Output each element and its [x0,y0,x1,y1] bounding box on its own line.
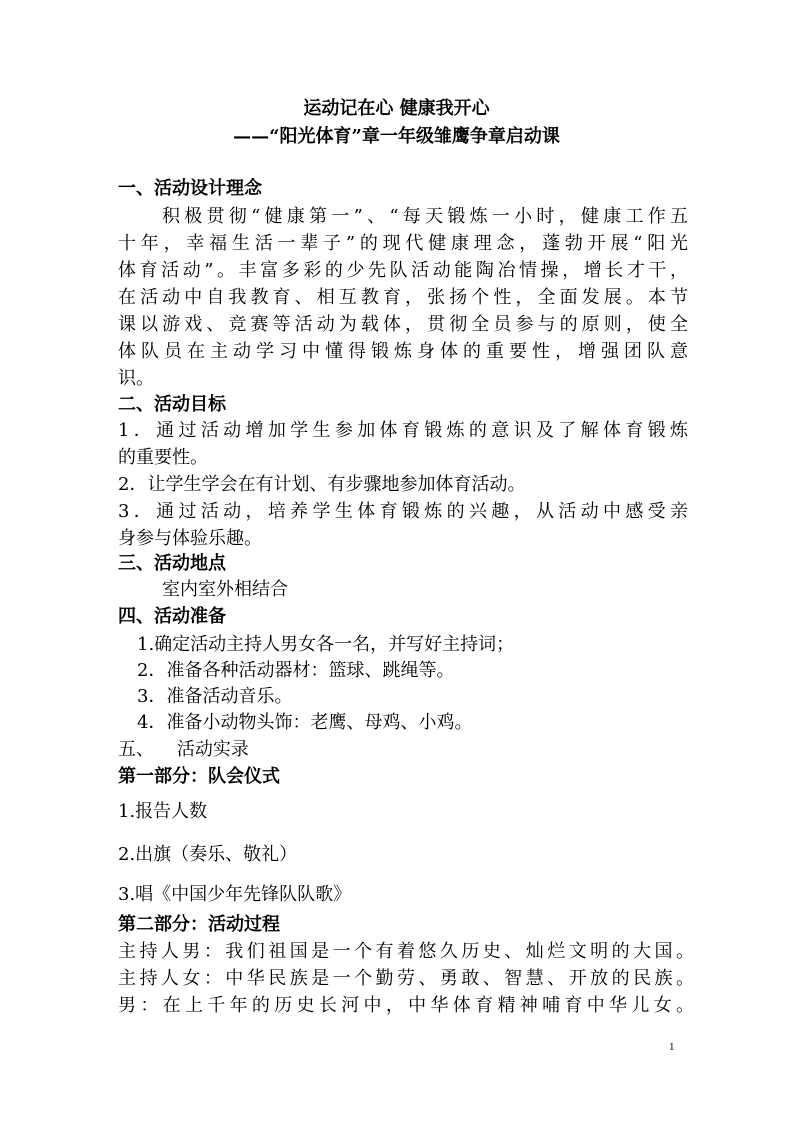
dialogue-line: 主持人女：中华民族是一个勤劳、勇敢、智慧、开放的民族。 [118,968,694,989]
paragraph-line: 体队员在主动学习中懂得锻炼身体的重要性，增强团队意 [118,341,688,362]
paragraph-line: 积极贯彻“健康第一”、“每天锻炼一小时，健康工作五 [162,206,688,227]
section-heading: 三、活动地点 [118,553,226,574]
paragraph-line: 室内室外相结合 [162,579,288,600]
list-item: 1.确定活动主持人男女各一名，并写好主持词； [137,634,515,655]
section-heading: 四、活动准备 [118,606,226,627]
dialogue-line: 主持人男：我们祖国是一个有着悠久历史、灿烂文明的大国。 [118,941,694,962]
list-item: 3．通过活动，培养学生体育锻炼的兴趣，从活动中感受亲 [118,501,688,522]
list-item: 4．准备小动物头饰：老鹰、母鸡、小鸡。 [137,712,473,733]
dialogue-line: 男：在上千年的历史长河中，中华体育精神哺育中华儿女。 [118,995,694,1016]
paragraph-line: 十年，幸福生活一辈子”的现代健康理念，蓬勃开展“阳光 [118,233,688,254]
section-heading: 五、 活动实录 [118,739,249,760]
document-subtitle: ——“阳光体育”章一年级雏鹰争章启动课 [233,126,560,147]
list-item: 身参与体验乐趣。 [118,528,262,549]
paragraph-line: 在活动中自我教育、相互教育，张扬个性，全面发展。本节 [118,287,688,308]
part-heading: 第一部分：队会仪式 [118,766,280,787]
paragraph-line: 识。 [118,368,154,389]
section-heading: 一、活动设计理念 [118,178,262,199]
part-heading: 第二部分：活动过程 [118,914,280,935]
paragraph-line: 课以游戏、竞赛等活动为载体，贯彻全员参与的原则，使全 [118,314,688,335]
list-item: 2．准备各种活动器材：篮球、跳绳等。 [137,660,455,681]
section-heading: 二、活动目标 [118,394,226,415]
list-item: 3.唱《中国少年先锋队队歌》 [118,884,352,905]
list-item: 3．准备活动音乐。 [137,686,293,707]
page-number: 1 [669,1041,675,1053]
list-item: 的重要性。 [118,447,208,468]
list-item: 1．通过活动增加学生参加体育锻炼的意识及了解体育锻炼 [118,420,688,441]
document-title: 运动记在心 健康我开心 [303,98,490,119]
list-item: 1.报告人数 [118,801,208,822]
paragraph-line: 体育活动”。丰富多彩的少先队活动能陶冶情操，增长才干， [118,260,688,281]
list-item: 2．让学生学会在有计划、有步骤地参加体育活动。 [118,474,526,495]
list-item: 2.出旗（奏乐、敬礼） [118,844,298,865]
